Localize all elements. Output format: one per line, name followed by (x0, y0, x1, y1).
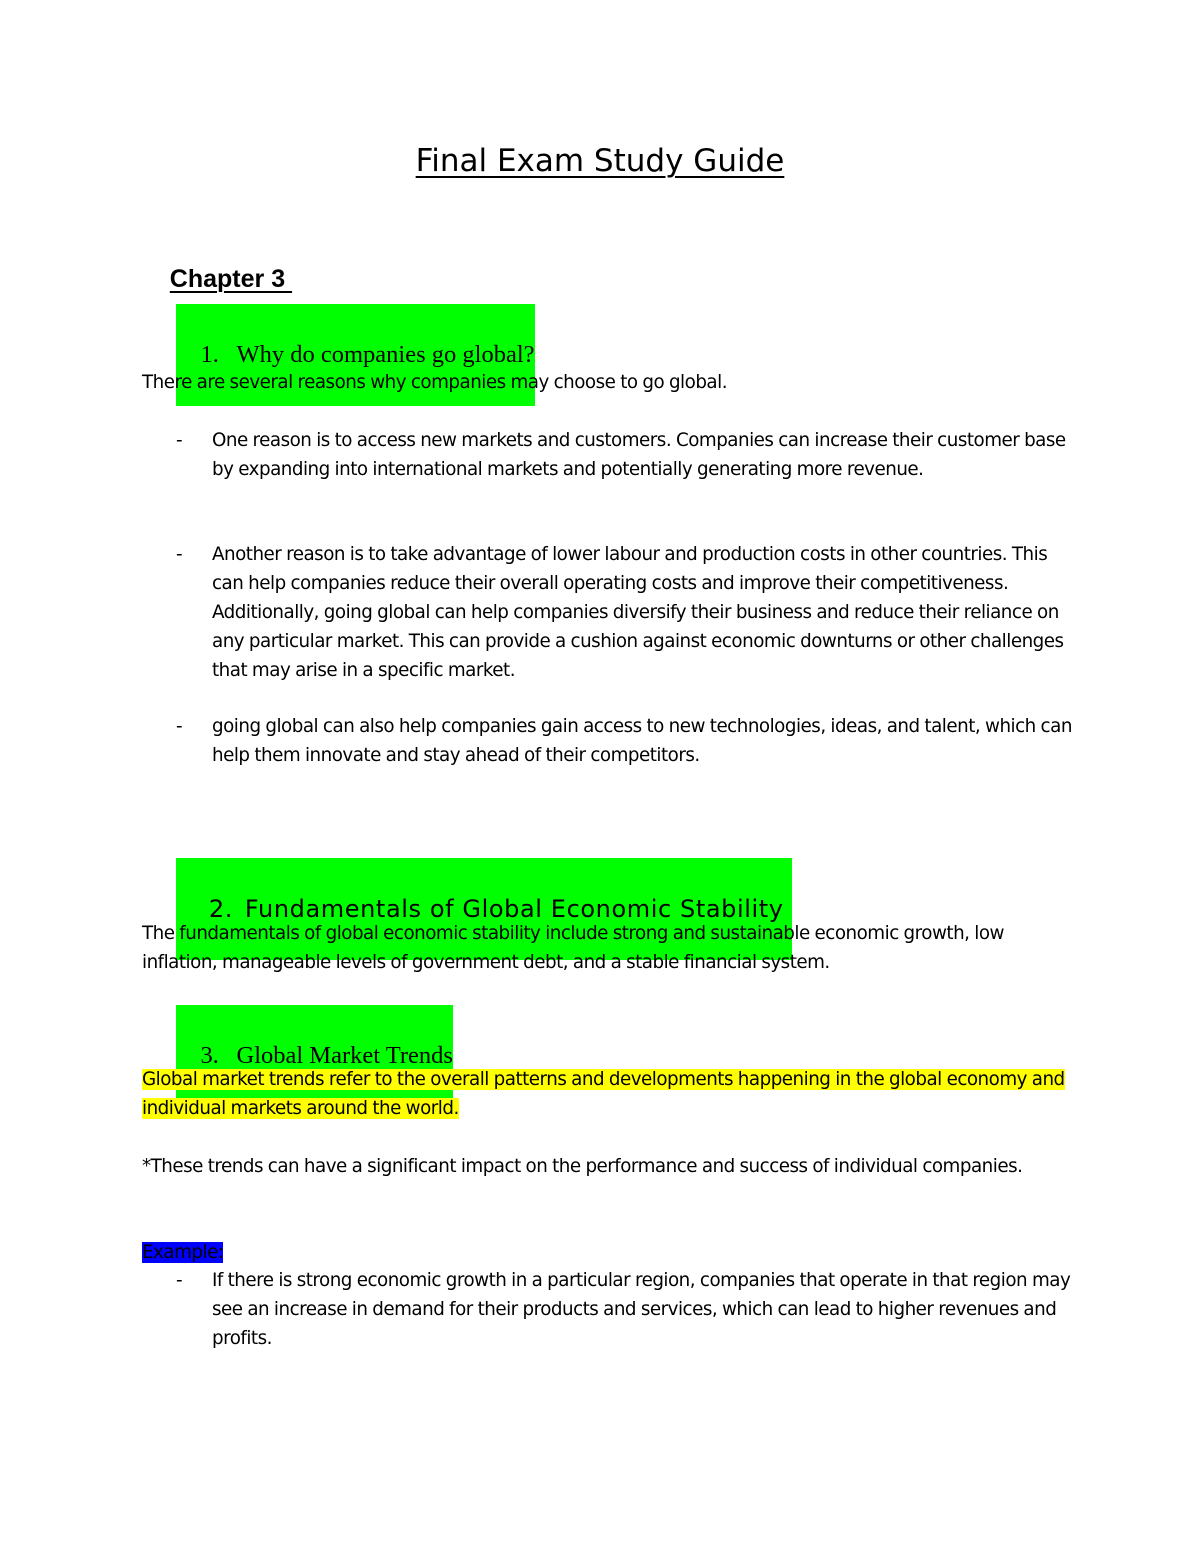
document-title: Final Exam Study Guide (415, 143, 785, 179)
section-1-bullet-1: - One reason is to access new markets and customers. Companies can increase their customer base by expanding into international markets and potentially generating more revenue. (176, 430, 1066, 480)
section-1-bullet-3: - going global can also help companies gain access to new technologies, ideas, and talent, which can help them innovate and stay ahead of their competitors. (176, 716, 1072, 766)
section-3-highlighted-definition: Global market trends refer to the overall patterns and developments happening in the global economy and individual markets around the world. (142, 1069, 1065, 1119)
section-3-heading: 3. Global Market Trends (176, 1005, 453, 1107)
section-1-bullet-2: - Another reason is to take advantage of lower labour and production costs in other countries. This can help companies reduce their overall operating costs and improve their competitiveness. Additionally, going global can help companies diversify their business and reduce their reliance on any particular market. This can provide a cushion against economic downturns or other challenges that may arise in a specific market. (176, 544, 1064, 681)
section-1-intro: There are several reasons why companies may choose to go global. (142, 372, 728, 393)
section-1-heading: 1. Why do companies go global? (176, 304, 535, 406)
section-2-body: The fundamentals of global economic stability include strong and sustainable economic growth, low inflation, manageable levels of government debt, and a stable financial system. (142, 923, 1004, 973)
section-3-example-bullet-1: - If there is strong economic growth in a particular region, companies that operate in that region may see an increase in demand for their products and services, which can lead to higher revenues and profits. (176, 1270, 1071, 1349)
section-3-example-label: Example: (142, 1242, 224, 1263)
section-2-heading: 2. Fundamentals of Global Economic Stability (176, 858, 792, 960)
section-3-note: *These trends can have a significant impact on the performance and success of individual companies. (142, 1156, 1023, 1177)
chapter-heading: Chapter 3 (169, 265, 293, 293)
